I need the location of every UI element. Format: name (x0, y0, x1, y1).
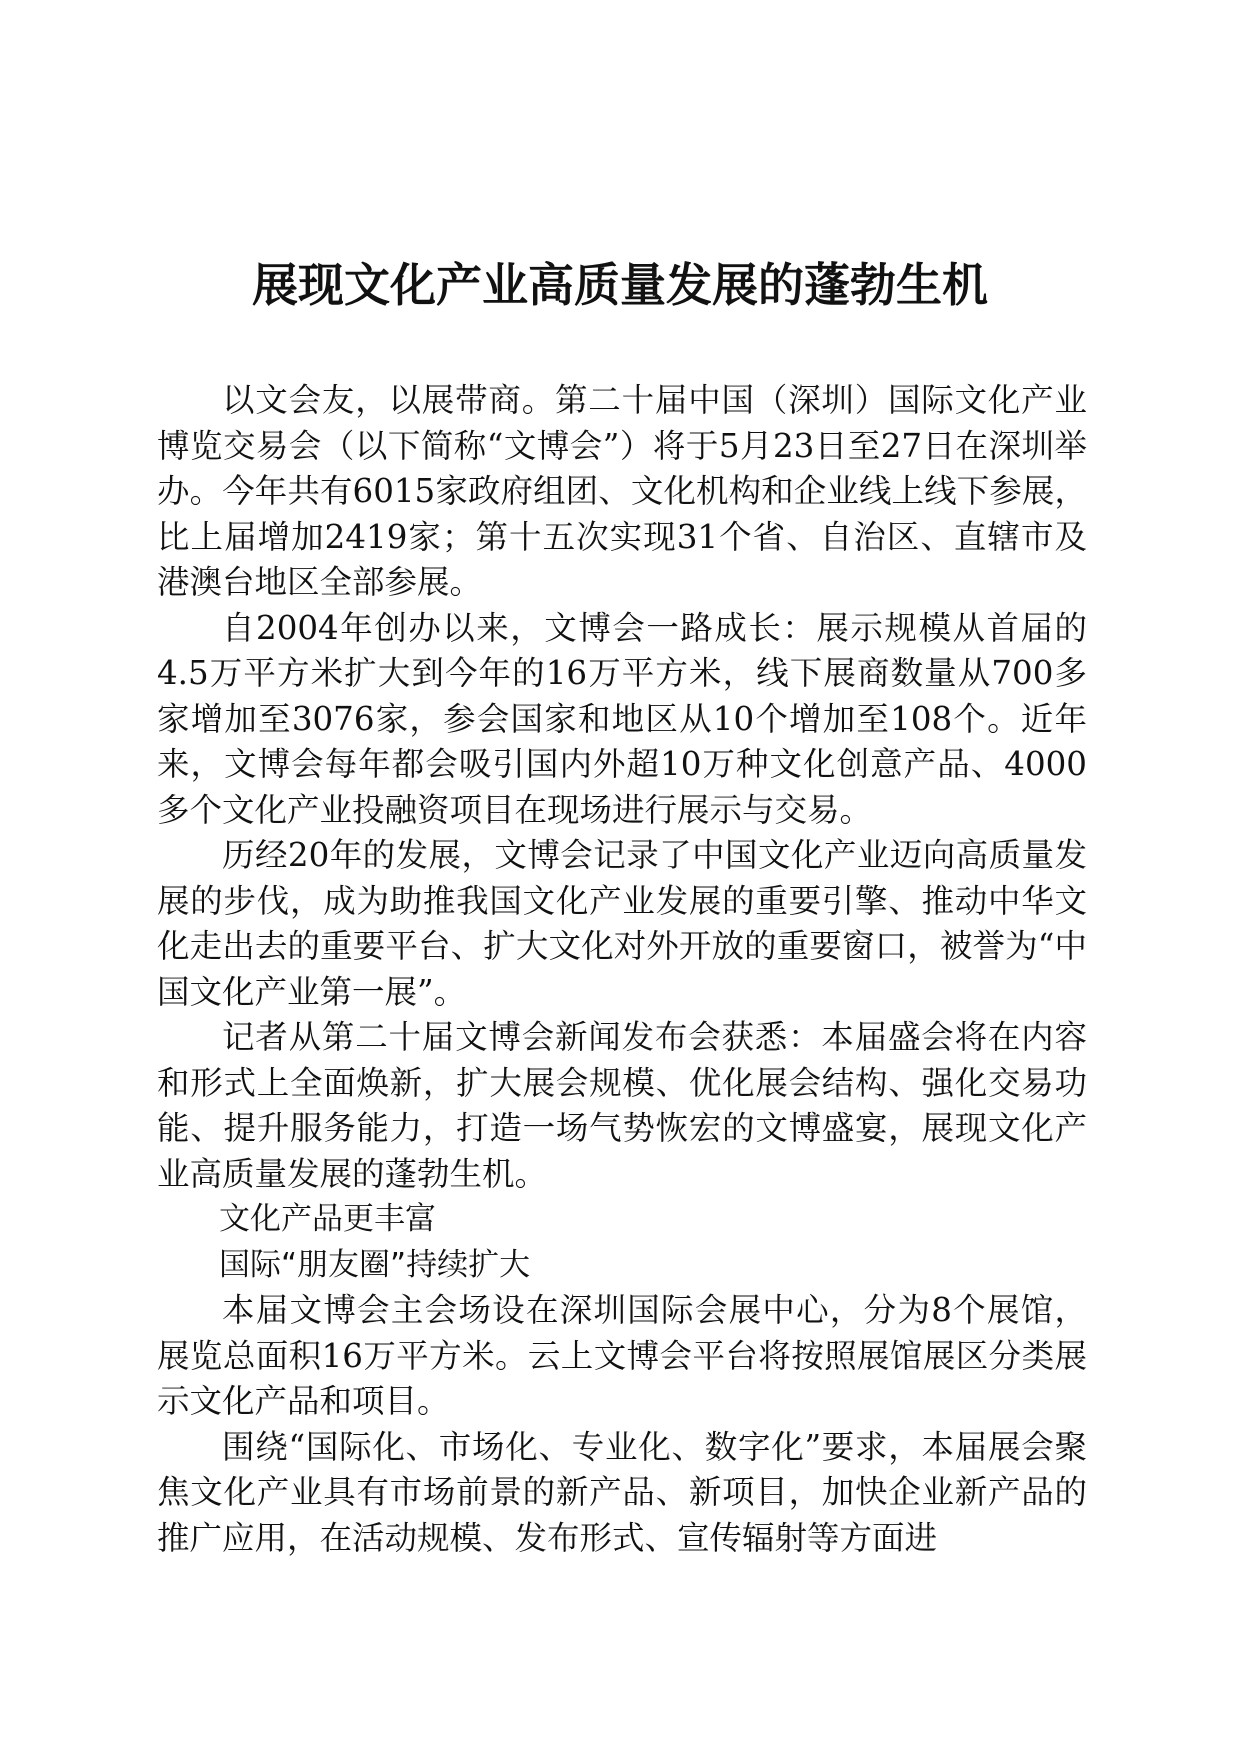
paragraph-intro: 以文会友，以展带商。第二十届中国（深圳）国际文化产业博览交易会（以下简称“文博会”）将于5月23日至27日在深圳举办。今年共有6015家政府组团、文化机构和企业线上线下参展，比上届增加2419家；第十五次实现31个省、自治区、直辖市及港澳台地区全部参展。 (157, 381, 1087, 601)
paragraph-press-conference: 记者从第二十届文博会新闻发布会获悉：本届盛会将在内容和形式上全面焕新，扩大展会规模、优化展会结构、强化交易功能、提升服务能力，打造一场气势恢宏的文博盛宴，展现文化产业高质量发展的蓬勃生机。 (157, 1018, 1087, 1193)
paragraph-history: 自2004年创办以来，文博会一路成长：展示规模从首届的4.5万平方米扩大到今年的16万平方米，线下展商数量从700多家增加至3076家，参会国家和地区从10个增加至108个。近年来，文博会每年都会吸引国内外超10万种文化创意产品、4000多个文化产业投融资项目在现场进行展示与交易。 (157, 608, 1087, 829)
subheading-international: 国际“朋友圈”持续扩大 (219, 1246, 531, 1283)
paragraph-development: 历经20年的发展，文博会记录了中国文化产业迈向高质量发展的步伐，成为助推我国文化产业发展的重要引擎、推动中华文化走出去的重要平台、扩大文化对外开放的重要窗口，被誉为“中国文化产业第一展”。 (157, 836, 1087, 1011)
paragraph-venue: 本届文博会主会场设在深圳国际会展中心，分为8个展馆，展览总面积16万平方米。云上文博会平台将按照展馆展区分类展示文化产品和项目。 (157, 1291, 1087, 1420)
subheading-products: 文化产品更丰富 (219, 1201, 436, 1237)
paragraph-requirements: 围绕“国际化、市场化、专业化、数字化”要求，本届展会聚焦文化产业具有市场前景的新产品、新项目，加快企业新产品的推广应用，在活动规模、发布形式、宣传辐射等方面进 (157, 1427, 1087, 1557)
article-body (157, 378, 1087, 1561)
article-title: 展现文化产业高质量发展的蓬勃生机 (252, 258, 988, 312)
